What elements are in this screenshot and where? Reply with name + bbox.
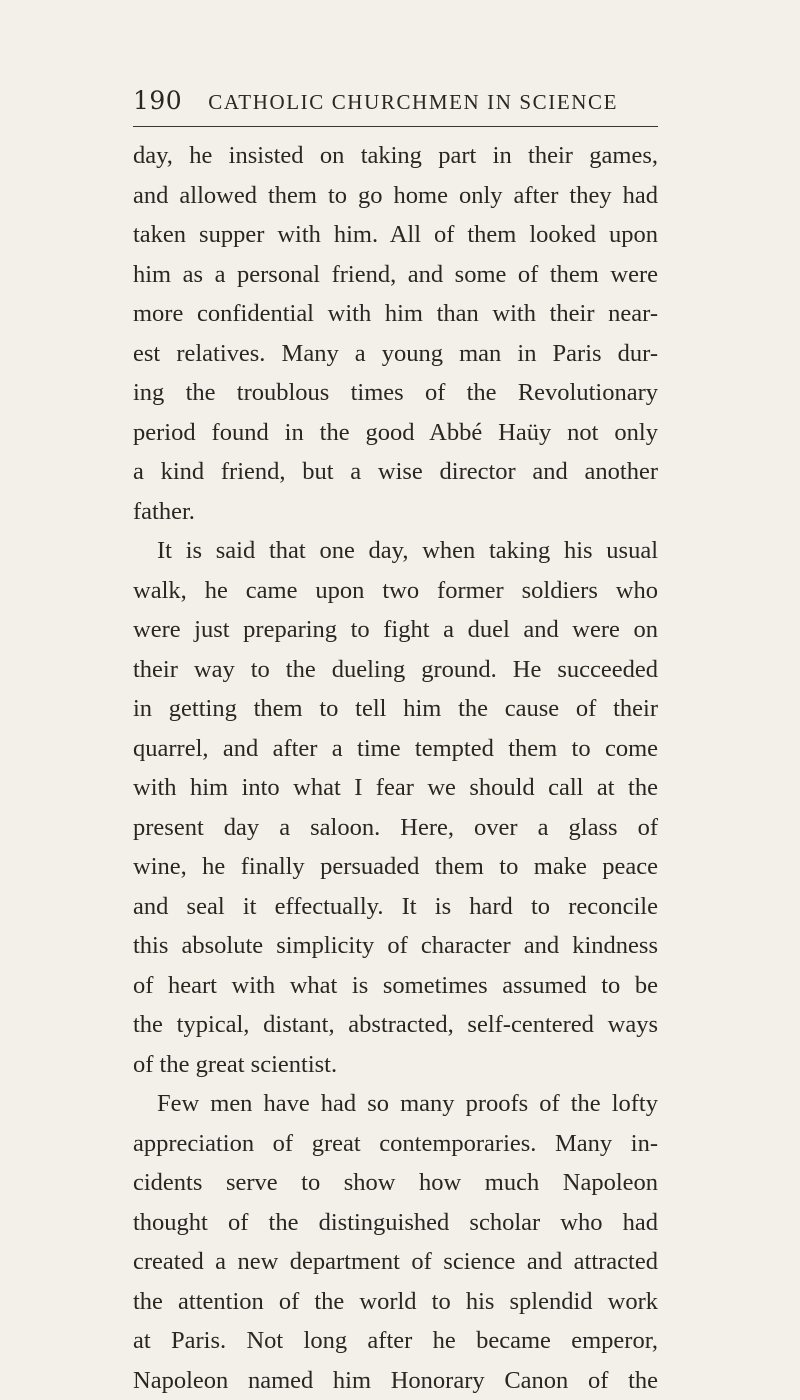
text-line: quarrel, and after a time tempted them to come xyxy=(133,729,658,769)
text-line: father. xyxy=(133,492,658,532)
text-line: in getting them to tell him the cause of their xyxy=(133,689,658,729)
running-head xyxy=(133,86,658,120)
text-line: and allowed them to go home only after they had xyxy=(133,176,658,216)
text-line: him as a personal friend, and some of them were xyxy=(133,255,658,295)
text-line: period found in the good Abbé Haüy not only xyxy=(133,413,658,453)
text-line: ing the troublous times of the Revolutionary xyxy=(133,373,658,413)
text-line: It is said that one day, when taking his usual xyxy=(133,531,658,571)
text-line: Few men have had so many proofs of the lofty xyxy=(133,1084,658,1124)
page-number: 190 xyxy=(133,86,182,115)
body-text xyxy=(133,136,658,1400)
text-line: present day a saloon. Here, over a glass of xyxy=(133,808,658,848)
header-rule xyxy=(133,126,658,127)
text-line: with him into what I fear we should call at the xyxy=(133,768,658,808)
text-line: at Paris. Not long after he became emperor, xyxy=(133,1321,658,1361)
text-line: thought of the distinguished scholar who had xyxy=(133,1203,658,1243)
text-line: a kind friend, but a wise director and another xyxy=(133,452,658,492)
text-line: wine, he finally persuaded them to make peace xyxy=(133,847,658,887)
text-line: day, he insisted on taking part in their games, xyxy=(133,136,658,176)
running-head-title: CATHOLIC CHURCHMEN IN SCIENCE xyxy=(208,90,618,115)
text-line: created a new department of science and attracted xyxy=(133,1242,658,1282)
text-line: appreciation of great contemporaries. Many in- xyxy=(133,1124,658,1164)
text-line: the typical, distant, abstracted, self-centered ways xyxy=(133,1005,658,1045)
text-line: cidents serve to show how much Napoleon xyxy=(133,1163,658,1203)
text-line: the attention of the world to his splendid work xyxy=(133,1282,658,1322)
text-line: and seal it effectually. It is hard to reconcile xyxy=(133,887,658,927)
text-line: this absolute simplicity of character and kindness xyxy=(133,926,658,966)
text-line: taken supper with him. All of them looked upon xyxy=(133,215,658,255)
text-line: of heart with what is sometimes assumed to be xyxy=(133,966,658,1006)
text-line: est relatives. Many a young man in Paris dur- xyxy=(133,334,658,374)
text-line: walk, he came upon two former soldiers who xyxy=(133,571,658,611)
text-line: Napoleon named him Honorary Canon of the xyxy=(133,1361,658,1400)
text-line: were just preparing to fight a duel and were on xyxy=(133,610,658,650)
text-line: their way to the dueling ground. He succeeded xyxy=(133,650,658,690)
text-line: of the great scientist. xyxy=(133,1045,658,1085)
text-line: more confidential with him than with their near- xyxy=(133,294,658,334)
